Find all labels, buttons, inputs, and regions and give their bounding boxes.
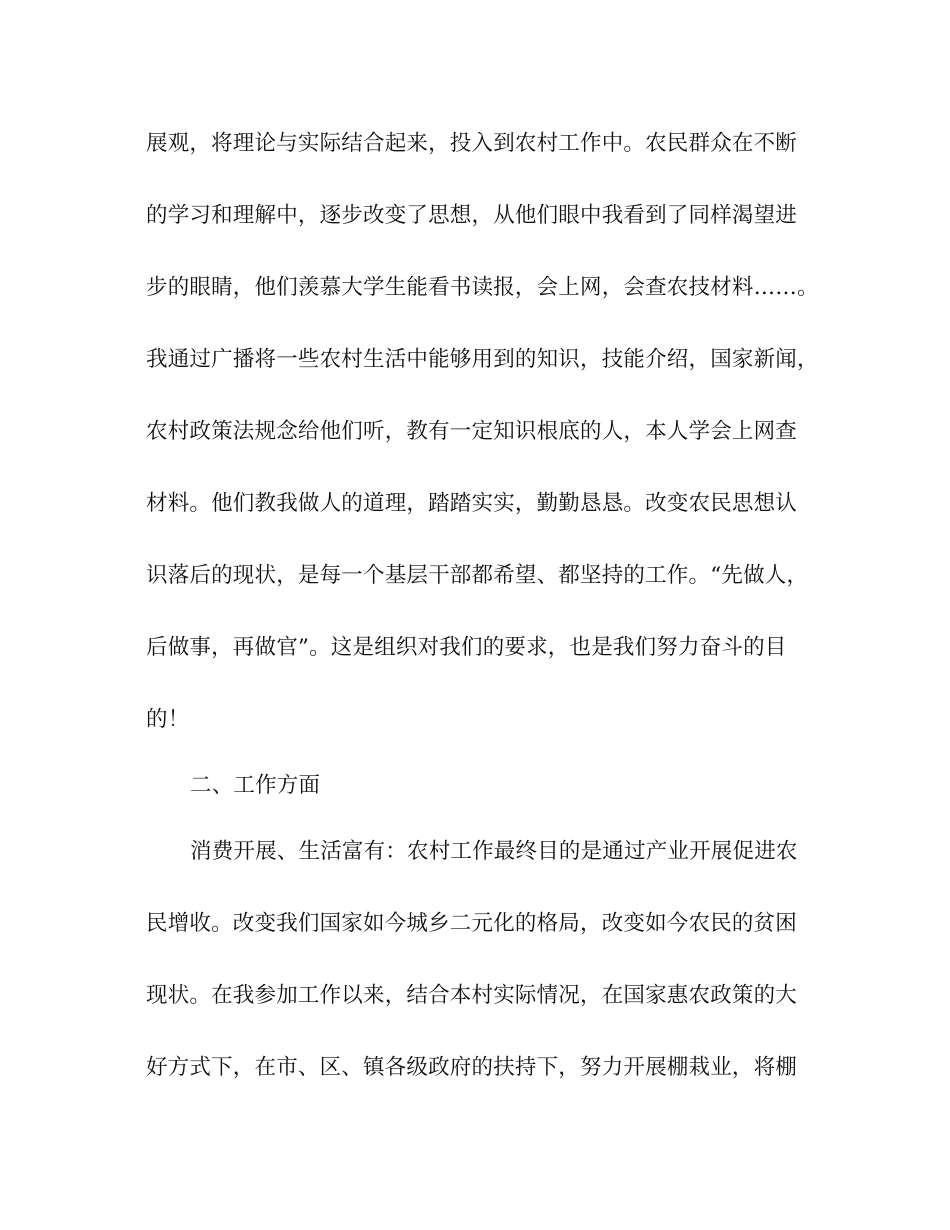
paragraph-line: 好方式下，在市、区、镇各级政府的扶持下，努力开展棚栽业，将棚	[146, 1055, 798, 1080]
paragraph-line: 材料。他们教我做人的道理，踏踏实实，勤勤恳恳。改变农民思想认	[146, 491, 798, 516]
paragraph-line: 我通过广播将一些农村生活中能够用到的知识，技能介绍，国家新闻，	[146, 347, 819, 372]
paragraph-line: 识落后的现状，是每一个基层干部都希望、都坚持的工作。“先做人，	[146, 563, 809, 588]
paragraph-line: 步的眼睛，他们羡慕大学生能看书读报，会上网，会查农技材料……。	[146, 275, 819, 300]
paragraph-line: 农村政策法规念给他们听，教有一定知识根底的人，本人学会上网查	[146, 419, 798, 444]
paragraph-line: 现状。在我参加工作以来，结合本村实际情况，在国家惠农政策的大	[146, 983, 798, 1008]
paragraph-line: 消费开展、生活富有：农村工作最终目的是通过产业开展促进农	[190, 839, 798, 864]
paragraph-line: 的学习和理解中，逐步改变了思想，从他们眼中我看到了同样渴望进	[146, 203, 798, 228]
paragraph-line: 的！	[146, 707, 190, 732]
paragraph-line: 民增收。改变我们国家如今城乡二元化的格局，改变如今农民的贫困	[146, 911, 798, 936]
section-heading: 二、工作方面	[190, 773, 321, 798]
paragraph-line: 展观，将理论与实际结合起来，投入到农村工作中。农民群众在不断	[146, 131, 798, 156]
paragraph-line: 后做事，再做官”。这是组织对我们的要求，也是我们努力奋斗的目	[146, 635, 787, 660]
